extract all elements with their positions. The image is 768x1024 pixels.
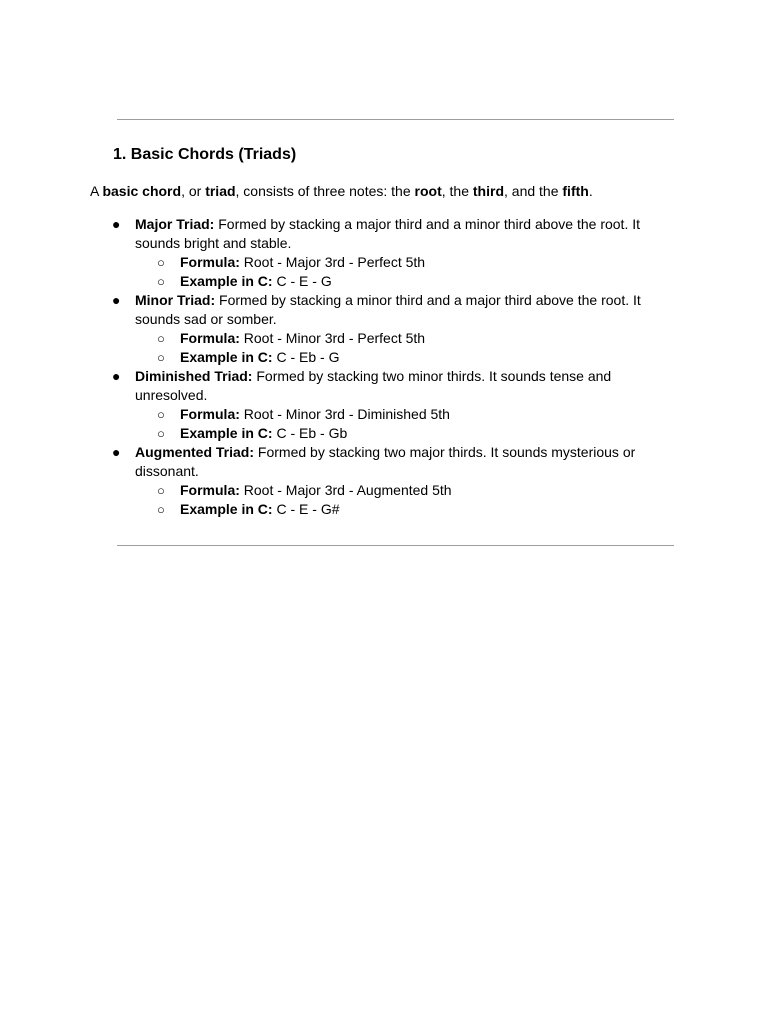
section-heading [113, 144, 296, 166]
intro-text: A [90, 183, 103, 199]
circle-bullet-icon: ○ [157, 483, 165, 498]
formula-label: Formula: [180, 482, 240, 498]
triad-details [135, 405, 645, 443]
bullet-icon: ● [112, 292, 121, 308]
triad-name: Minor Triad: [135, 292, 216, 308]
triad-description-text: Formed by stacking a minor third and a major third above the root. It sounds sad or somber. [135, 292, 641, 327]
triad-description [135, 215, 645, 253]
top-divider [117, 119, 674, 120]
section-title: Basic Chords (Triads) [130, 146, 297, 163]
triad-details [135, 481, 645, 519]
intro-text: . [588, 183, 593, 199]
formula-label: Formula: [180, 406, 240, 422]
bottom-divider [117, 545, 674, 546]
triad-name: Diminished Triad: [135, 368, 253, 384]
formula-value: Root - Major 3rd - Perfect 5th [239, 254, 426, 270]
circle-bullet-icon: ○ [157, 350, 165, 365]
intro-text: , and the [504, 183, 563, 199]
example-item [135, 348, 645, 367]
list-item-diminished-triad [0, 367, 645, 443]
circle-bullet-icon: ○ [157, 426, 165, 441]
circle-bullet-icon: ○ [157, 255, 165, 270]
bullet-icon: ● [112, 368, 121, 384]
formula-item [135, 253, 645, 272]
circle-bullet-icon: ○ [157, 274, 165, 289]
triad-description [135, 291, 645, 329]
list-item-augmented-triad [0, 443, 645, 519]
term-root: root [414, 183, 442, 199]
circle-bullet-icon: ○ [157, 407, 165, 422]
triad-description-text: Formed by stacking two minor thirds. It sounds tense and unresolved. [135, 368, 612, 403]
triad-details [135, 329, 645, 367]
triad-name: Major Triad: [135, 216, 215, 232]
section-number: 1. [113, 146, 127, 163]
formula-value: Root - Major 3rd - Augmented 5th [239, 482, 452, 498]
term-triad: triad [205, 183, 236, 199]
term-fifth: fifth [562, 183, 589, 199]
example-value: C - Eb - Gb [272, 425, 348, 441]
triad-name: Augmented Triad: [135, 444, 255, 460]
term-third: third [472, 183, 504, 199]
example-value: C - E - G [272, 273, 332, 289]
formula-label: Formula: [180, 254, 240, 270]
example-label: Example in C: [180, 501, 273, 517]
example-label: Example in C: [180, 349, 273, 365]
triad-list [0, 215, 768, 519]
example-label: Example in C: [180, 425, 273, 441]
example-label: Example in C: [180, 273, 273, 289]
example-item [135, 500, 645, 519]
intro-text: , the [441, 183, 473, 199]
triad-description [135, 443, 645, 481]
bullet-icon: ● [112, 216, 121, 232]
triad-details [135, 253, 645, 291]
intro-text: , or [181, 183, 206, 199]
formula-value: Root - Minor 3rd - Perfect 5th [239, 330, 426, 346]
example-item [135, 424, 645, 443]
intro-text: , consists of three notes: the [235, 183, 415, 199]
intro-paragraph [90, 182, 593, 201]
example-item [135, 272, 645, 291]
bullet-icon: ● [112, 444, 121, 460]
formula-label: Formula: [180, 330, 240, 346]
formula-value: Root - Minor 3rd - Diminished 5th [239, 406, 450, 422]
formula-item [135, 329, 645, 348]
formula-item [135, 405, 645, 424]
list-item-minor-triad [0, 291, 645, 367]
list-item-major-triad [0, 215, 645, 291]
triad-description [135, 367, 645, 405]
triad-description-text: Formed by stacking a major third and a minor third above the root. It sounds bright and stable. [135, 216, 641, 251]
example-value: C - Eb - G [272, 349, 340, 365]
circle-bullet-icon: ○ [157, 331, 165, 346]
formula-item [135, 481, 645, 500]
example-value: C - E - G# [272, 501, 340, 517]
circle-bullet-icon: ○ [157, 502, 165, 517]
triad-description-text: Formed by stacking two major thirds. It sounds mysterious or dissonant. [135, 444, 636, 479]
term-basic-chord: basic chord [102, 183, 182, 199]
